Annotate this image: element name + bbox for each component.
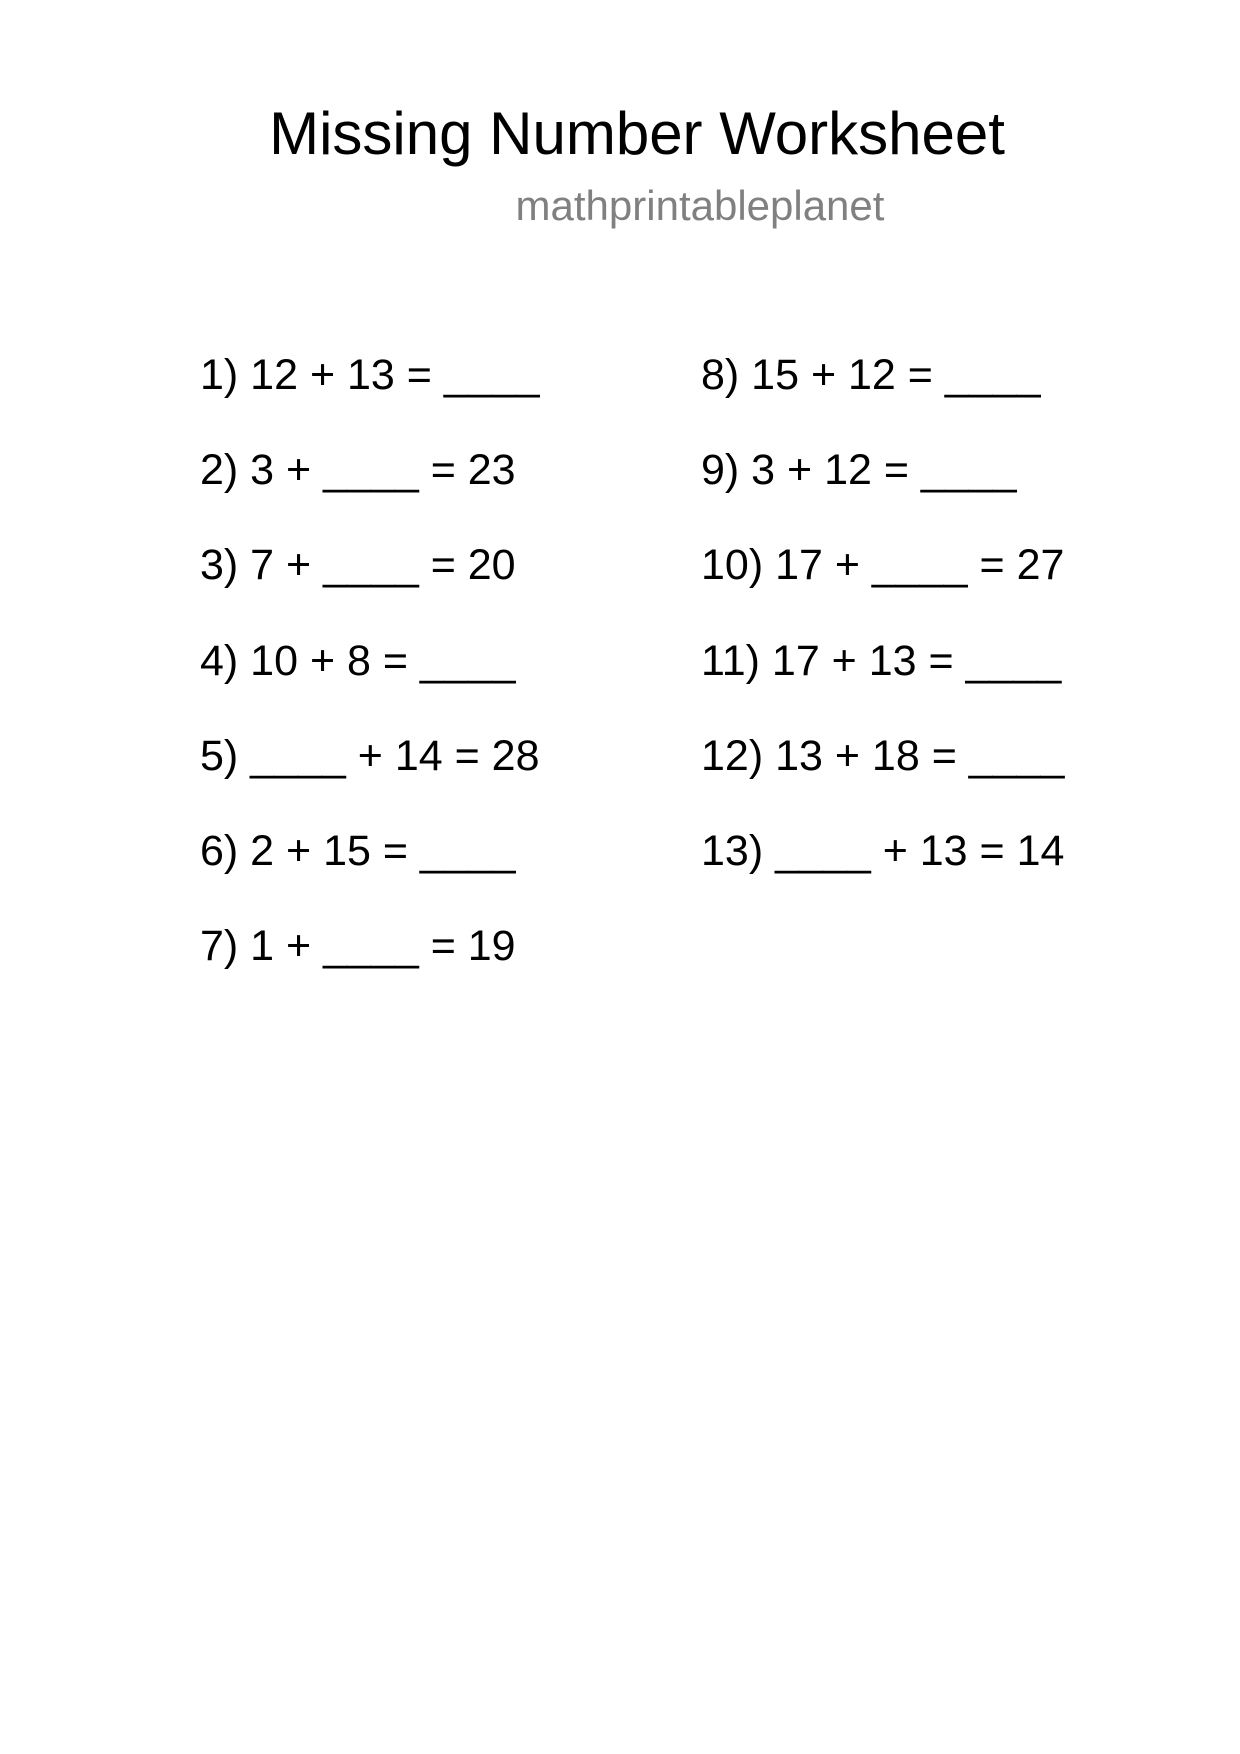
problem-5: 5) ____ + 14 = 28 — [200, 731, 540, 780]
problem-10: 10) 17 + ____ = 27 — [701, 541, 1065, 590]
page-subtitle: mathprintableplanet — [515, 182, 885, 229]
problem-9: 9) 3 + 12 = ____ — [701, 446, 1017, 495]
problem-6: 6) 2 + 15 = ____ — [200, 826, 516, 875]
problem-8: 8) 15 + 12 = ____ — [701, 351, 1041, 399]
problems-column-left — [200, 349, 540, 1015]
problem-13: 13) ____ + 13 = 14 — [701, 826, 1065, 875]
problem-12: 12) 13 + 18 = ____ — [701, 731, 1065, 780]
problem-11: 11) 17 + 13 = ____ — [701, 636, 1062, 685]
problem-4: 4) 10 + 8 = ____ — [200, 636, 516, 685]
problem-2: 2) 3 + ____ = 23 — [200, 446, 516, 495]
problem-1: 1) 12 + 13 = ____ — [200, 351, 540, 399]
problem-3: 3) 7 + ____ = 20 — [200, 541, 516, 590]
problems-column-right — [701, 349, 1064, 920]
problem-7: 7) 1 + ____ = 19 — [200, 922, 516, 971]
page-title: Missing Number Worksheet — [269, 100, 1005, 167]
